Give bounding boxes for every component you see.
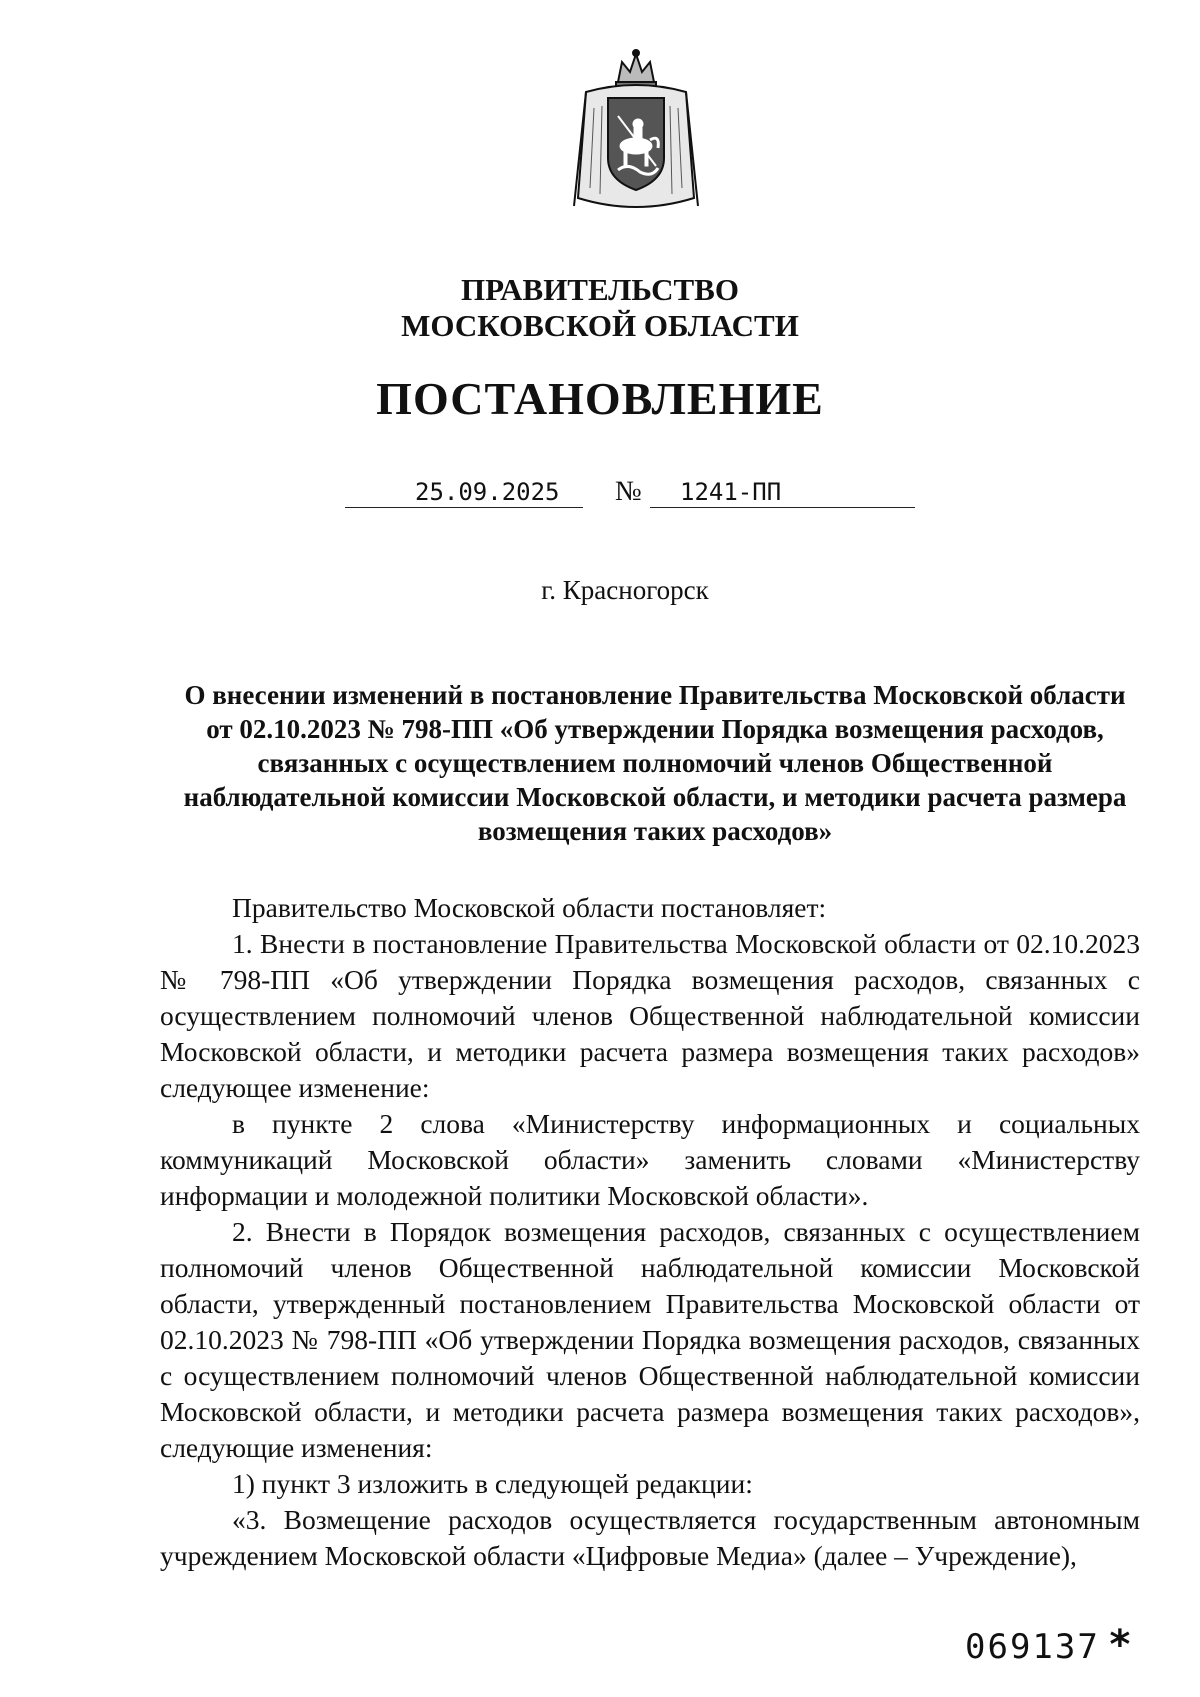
number-sign: № [615, 476, 642, 507]
document-type-title: ПОСТАНОВЛЕНИЕ [376, 373, 824, 424]
paragraph-item-1: 1. Внести в постановление Правительства Московской области от 02.10.2023 № 798-ПП «Об утверждении Порядка возмещения расходов, связанных с осуществлением полномочий членов Общественной наблюдательной комиссии Московской области, и методики расчета размера возмещения таких расходов» следующее изменение: [160, 928, 1140, 1103]
document-subject: О внесении изменений в постановление Правительства Московской области от 02.10.2023 № 798-ПП «Об утверждении Порядка возмещения расходов, связанных с осуществлением полномочий членов Общественной наблюдательной комиссии Московской области, и методики расчета размера возмещения таких расходов» [183, 680, 1127, 846]
date-number-line [345, 478, 915, 512]
document-number: 1241-ПП [680, 478, 782, 506]
coat-of-arms-icon [566, 48, 706, 218]
document-body [160, 890, 1140, 1574]
paragraph-item-1-change: в пункте 2 слова «Министерству информационных и социальных коммуникаций Московской области» заменить словами «Министерству информации и молодежной политики Московской области». [160, 1108, 1140, 1211]
paragraph-item-3-text: «3. Возмещение расходов осуществляется государственным автономным учреждением Московской области «Цифровые Медиа» (далее – Учреждение), [160, 1504, 1140, 1571]
serial-number: 069137 [965, 1627, 1100, 1667]
serial-stamp [965, 1622, 1134, 1668]
number-underline [650, 507, 915, 508]
paragraph-preamble: Правительство Московской области постановляет: [232, 892, 827, 923]
government-name-line2: МОСКОВСКОЙ ОБЛАСТИ [401, 308, 799, 343]
paragraph-item-2-sub-1: 1) пункт 3 изложить в следующей редакции: [232, 1468, 753, 1499]
city-line: г. Красногорск [541, 575, 709, 605]
paragraph-item-2: 2. Внести в Порядок возмещения расходов, связанных с осуществлением полномочий членов Общественной наблюдательной комиссии Московской области, утвержденный постановлением Правительства Московской области от 02.10.2023 № 798-ПП «Об утверждении Порядка возмещения расходов, связанных с осуществлением полномочий членов Общественной наблюдательной комиссии Московской области, и методики расчета размера возмещения таких расходов», следующие изменения: [160, 1216, 1140, 1463]
government-name-line1: ПРАВИТЕЛЬСТВО [461, 272, 739, 307]
date-underline [345, 507, 583, 508]
asterisk-mark: * [1107, 1622, 1134, 1668]
document-date: 25.09.2025 [415, 478, 560, 506]
